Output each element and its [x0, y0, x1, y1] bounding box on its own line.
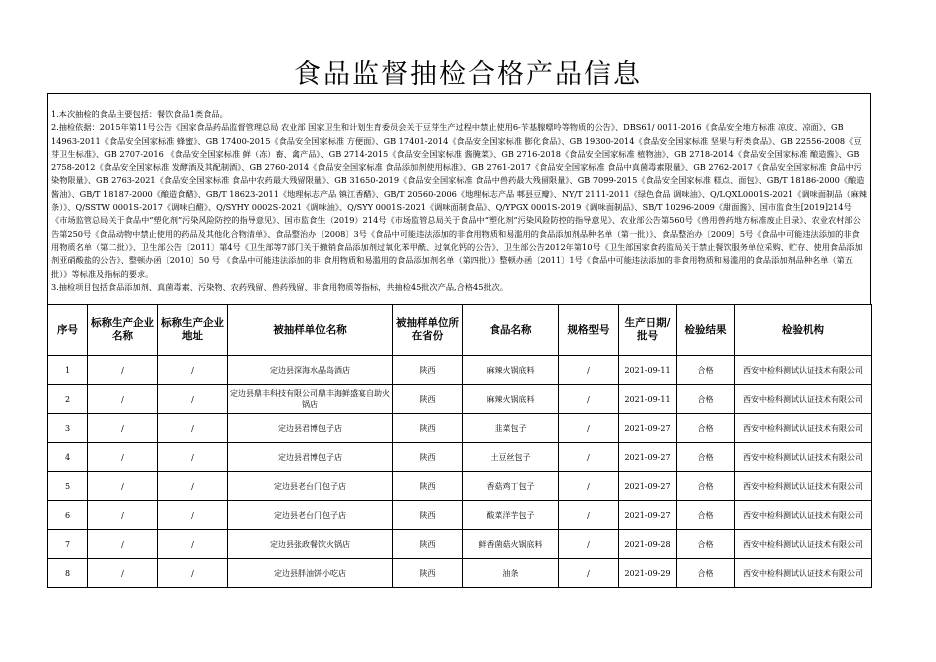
cell-result: 合格 [677, 472, 735, 501]
cell-province: 陕西 [393, 414, 463, 443]
cell-manufacturer: / [88, 530, 158, 559]
col-header-manufacturer: 标称生产企业名称 [88, 305, 158, 356]
page-title: 食品监督抽检合格产品信息 [294, 59, 642, 90]
cell-province: 陕西 [393, 501, 463, 530]
col-header-manufacturer-address: 标称生产企业地址 [158, 305, 228, 356]
cell-manufacturer-address: / [158, 414, 228, 443]
cell-manufacturer: / [88, 501, 158, 530]
cell-spec: / [559, 501, 619, 530]
cell-seq: 6 [48, 501, 88, 530]
cell-province: 陕西 [393, 530, 463, 559]
cell-province: 陕西 [393, 559, 463, 588]
cell-lab: 西安中检科测试认证技术有限公司 [735, 530, 872, 559]
col-header-province: 被抽样单位所在省份 [393, 305, 463, 356]
cell-date: 2021-09-27 [619, 443, 677, 472]
col-header-lab: 检验机构 [735, 305, 872, 356]
cell-date: 2021-09-27 [619, 414, 677, 443]
cell-food-name: 麻辣火锅底料 [463, 385, 559, 414]
table-header-row [48, 305, 872, 356]
cell-sampled-unit: 定边县君博包子店 [228, 443, 393, 472]
cell-date: 2021-09-11 [619, 356, 677, 385]
table-row [48, 356, 872, 385]
cell-manufacturer-address: / [158, 501, 228, 530]
cell-food-name: 韭菜包子 [463, 414, 559, 443]
cell-manufacturer: / [88, 385, 158, 414]
cell-seq: 3 [48, 414, 88, 443]
cell-food-name: 香菇鸡丁包子 [463, 472, 559, 501]
cell-food-name: 鲜香菌菇火锅底料 [463, 530, 559, 559]
cell-result: 合格 [677, 559, 735, 588]
cell-manufacturer-address: / [158, 385, 228, 414]
cell-date: 2021-09-27 [619, 501, 677, 530]
inspection-notes [47, 93, 871, 304]
table-row [48, 414, 872, 443]
cell-spec: / [559, 530, 619, 559]
cell-result: 合格 [677, 530, 735, 559]
cell-food-name: 油条 [463, 559, 559, 588]
cell-province: 陕西 [393, 356, 463, 385]
cell-manufacturer: / [88, 559, 158, 588]
cell-lab: 西安中检科测试认证技术有限公司 [735, 501, 872, 530]
cell-manufacturer-address: / [158, 356, 228, 385]
cell-seq: 7 [48, 530, 88, 559]
cell-manufacturer: / [88, 356, 158, 385]
cell-date: 2021-09-11 [619, 385, 677, 414]
cell-seq: 2 [48, 385, 88, 414]
cell-seq: 1 [48, 356, 88, 385]
cell-manufacturer: / [88, 414, 158, 443]
col-header-date: 生产日期/批号 [619, 305, 677, 356]
cell-sampled-unit: 定边县张政餐饮火锅店 [228, 530, 393, 559]
cell-result: 合格 [677, 443, 735, 472]
cell-result: 合格 [677, 385, 735, 414]
cell-sampled-unit: 定边县深海水晶岛酒店 [228, 356, 393, 385]
cell-sampled-unit: 定边县胖油饼小吃店 [228, 559, 393, 588]
cell-spec: / [559, 559, 619, 588]
table-row [48, 472, 872, 501]
note-basis: 2.抽检依据：2015年第11号公告《国家食品药品监督管理总局 农业部 国家卫生和计划生育委员会关于豆芽生产过程中禁止使用6-苄基腺嘌呤等物质的公告》、DBS61/ 0011-2016《食品安全地方标准 凉皮、凉面》、GB 14963-2011《食品安全国家标准 蜂蜜》、GB 17400-2015《食品安全国家标准 方便面》、GB 17401-2014《食品安全国家标准 膨化食品》、GB 19300-2014《食品安全国家标准 坚果与籽类食品》、GB 22556-2008《豆芽卫生标准》、GB 2707-2016 《食品安全国家标准 鲜（冻）畜、禽产品》、GB 2714-2015《食品安全国家标准 酱腌菜》、GB 2716-2018《食品安全国家标准 植物油》、GB 2718-2014《食品安全国家标准 酿造酱》、GB 2758-2012《食品安全国家标准 发酵酒及其配制酒》、GB 2760-2014《食品安全国家标准 食品添加剂使用标准》、GB 2761-2017《食品安全国家标准 食品中真菌毒素限量》、GB 2762-2017《食品安全国家标准 食品中污染物限量》、GB 2763-2021《食品安全国家标准 食品中农药最大残留限量》、GB 31650-2019《食品安全国家标准 食品中兽药最大残留限量》、GB 7099-2015《食品安全国家标准 糕点、面包》、GB/T 18186-2000《酿造酱油》、GB/T 18187-2000《酿造食醋》、GB/T 18623-2011《地理标志产品 镇江香醋》、GB/T 20560-2006《地理标志产品 郫县豆瓣》、NY/T 2111-2011《绿色食品 调味油》、Q/LQXL0001S-2021《调味面制品（麻辣条）》、Q/SSTW 0001S-2017《调味白醋》、Q/SYHY 0002S-2021《调味油》、Q/SYY 0001S-2021《调味面制食品》、Q/YPGX 0001S-2019《调味面制品》、SB/T 10296-2009《甜面酱》、国市监食生[2019]214号《市场监管总局关于食品中“塑化剂”污染风险防控的指导意见》、国市监食生（2019）214号《市场监管总局关于食品中“塑化剂”污染风险防控的指导意见》、农业部公告第560号《兽用兽药地方标准废止目录》、农业农村部公告第250号《食品动物中禁止使用的药品及其他化合物清单》、食品整治办〔2008〕3号《食品中可能违法添加的非食用物质和易滥用的食品添加剂品种名单（第一批）》、食品整治办〔2009〕5号《食品中可能违法添加的非食用物质名单（第二批）》、卫生部公告〔2011〕第4号《卫生部等7部门关于撤销食品添加剂过氧化苯甲酰、过氧化钙的公告》、卫生部公告2012年第10号《卫生部国家食药监局关于禁止餐饮服务单位采购、贮存、使用食品添加剂亚硝酸盐的公告》、整顿办函〔2010〕50 号 《食品中可能违法添加的非 食用物质和易滥用的食品添加剂名单（第四批）》整顿办函〔2011〕1号《食品中可能违法添加的非食用物质和易滥用的食品添加剂品种名单（第五批）》等标准及指标的要求。 [51, 122, 867, 279]
cell-province: 陕西 [393, 472, 463, 501]
col-header-seq: 序号 [48, 305, 88, 356]
results-table [47, 304, 872, 588]
cell-province: 陕西 [393, 443, 463, 472]
cell-food-name: 土豆丝包子 [463, 443, 559, 472]
cell-manufacturer: / [88, 472, 158, 501]
note-items: 3.抽检项目包括食品添加剂、真菌毒素、污染物、农药残留、兽药残留、非食用物质等指标，共抽检45批次产品,合格45批次。 [51, 281, 509, 292]
cell-result: 合格 [677, 414, 735, 443]
cell-date: 2021-09-28 [619, 530, 677, 559]
cell-seq: 4 [48, 443, 88, 472]
cell-spec: / [559, 356, 619, 385]
table-row [48, 443, 872, 472]
cell-spec: / [559, 443, 619, 472]
cell-lab: 西安中检科测试认证技术有限公司 [735, 356, 872, 385]
cell-seq: 5 [48, 472, 88, 501]
cell-sampled-unit: 定边县老台门包子店 [228, 472, 393, 501]
inspection-sheet [47, 93, 871, 588]
cell-spec: / [559, 385, 619, 414]
cell-food-name: 麻辣火锅底料 [463, 356, 559, 385]
table-row [48, 501, 872, 530]
cell-lab: 西安中检科测试认证技术有限公司 [735, 385, 872, 414]
cell-result: 合格 [677, 501, 735, 530]
table-row [48, 385, 872, 414]
cell-manufacturer-address: / [158, 530, 228, 559]
col-header-sampled-unit: 被抽样单位名称 [228, 305, 393, 356]
cell-date: 2021-09-29 [619, 559, 677, 588]
note-scope: 1.本次抽检的食品主要包括：餐饮食品1类食品。 [51, 109, 228, 119]
cell-spec: / [559, 414, 619, 443]
cell-lab: 西安中检科测试认证技术有限公司 [735, 443, 872, 472]
col-header-food-name: 食品名称 [463, 305, 559, 356]
cell-lab: 西安中检科测试认证技术有限公司 [735, 559, 872, 588]
table-row [48, 559, 872, 588]
cell-seq: 8 [48, 559, 88, 588]
cell-spec: / [559, 472, 619, 501]
col-header-result: 检验结果 [677, 305, 735, 356]
cell-province: 陕西 [393, 385, 463, 414]
cell-result: 合格 [677, 356, 735, 385]
cell-food-name: 酸菜洋芋包子 [463, 501, 559, 530]
cell-manufacturer-address: / [158, 472, 228, 501]
cell-sampled-unit: 定边县老台门包子店 [228, 501, 393, 530]
cell-manufacturer: / [88, 443, 158, 472]
table-row [48, 530, 872, 559]
cell-date: 2021-09-27 [619, 472, 677, 501]
cell-manufacturer-address: / [158, 443, 228, 472]
cell-manufacturer-address: / [158, 559, 228, 588]
cell-sampled-unit: 定边县鼎丰科技有限公司鼎丰海鲜盛宴自助火锅店 [228, 385, 393, 414]
col-header-spec: 规格型号 [559, 305, 619, 356]
cell-lab: 西安中检科测试认证技术有限公司 [735, 472, 872, 501]
cell-lab: 西安中检科测试认证技术有限公司 [735, 414, 872, 443]
cell-sampled-unit: 定边县君博包子店 [228, 414, 393, 443]
